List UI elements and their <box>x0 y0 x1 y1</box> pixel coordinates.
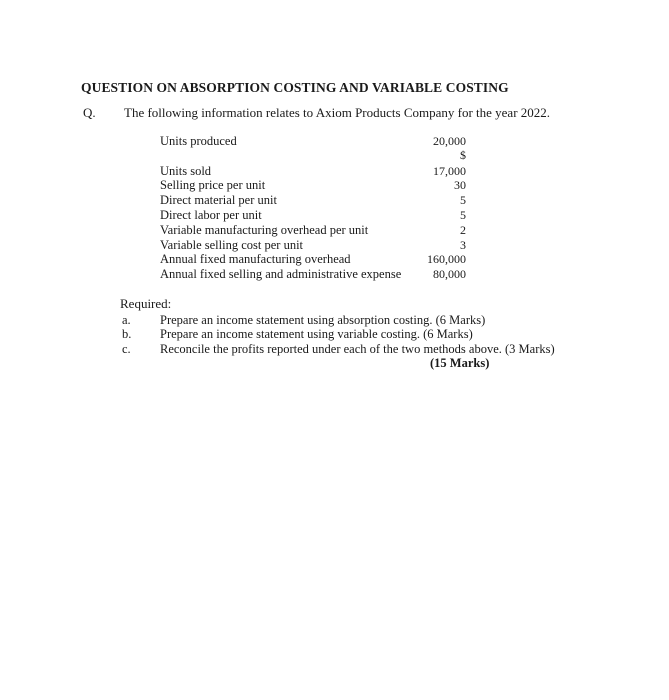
question-marker: Q. <box>83 105 96 120</box>
row-label-units-sold: Units sold <box>160 164 212 178</box>
required-item-letter-c: c. <box>122 342 131 356</box>
row-value-units-sold: 17,000 <box>433 164 466 178</box>
row-label-direct-labor: Direct labor per unit <box>160 208 262 222</box>
required-heading: Required: <box>120 296 172 311</box>
row-label-units-produced: Units produced <box>160 134 237 148</box>
row-value-units-produced: 20,000 <box>433 134 466 148</box>
required-item-text-a: Prepare an income statement using absorption costing. (6 Marks) <box>160 313 486 327</box>
row-label-variable-selling-cost: Variable selling cost per unit <box>160 238 304 252</box>
row-value-fixed-mfg-overhead: 160,000 <box>427 252 466 266</box>
row-value-selling-price: 30 <box>454 178 466 192</box>
row-value-fixed-selling-admin: 80,000 <box>433 267 466 281</box>
row-value-direct-material: 5 <box>460 193 466 207</box>
currency-symbol: $ <box>460 148 466 162</box>
row-value-variable-mfg-overhead: 2 <box>460 223 466 237</box>
row-value-direct-labor: 5 <box>460 208 466 222</box>
row-label-selling-price: Selling price per unit <box>160 178 266 192</box>
required-item-text-b: Prepare an income statement using variable costing. (6 Marks) <box>160 327 473 341</box>
row-label-direct-material: Direct material per unit <box>160 193 277 207</box>
row-label-fixed-mfg-overhead: Annual fixed manufacturing overhead <box>160 252 351 266</box>
question-intro: The following information relates to Axiom Products Company for the year 2022. <box>124 105 551 120</box>
required-item-letter-a: a. <box>122 313 131 327</box>
row-label-fixed-selling-admin: Annual fixed selling and administrative expense <box>160 267 402 281</box>
required-item-text-c: Reconcile the profits reported under each of the two methods above. (3 Marks) <box>160 342 555 356</box>
required-item-letter-b: b. <box>122 327 132 341</box>
question-title: QUESTION ON ABSORPTION COSTING AND VARIABLE COSTING <box>81 80 509 95</box>
row-value-variable-selling-cost: 3 <box>460 238 466 252</box>
total-marks: (15 Marks) <box>430 356 490 370</box>
row-label-variable-mfg-overhead: Variable manufacturing overhead per unit <box>160 223 369 237</box>
